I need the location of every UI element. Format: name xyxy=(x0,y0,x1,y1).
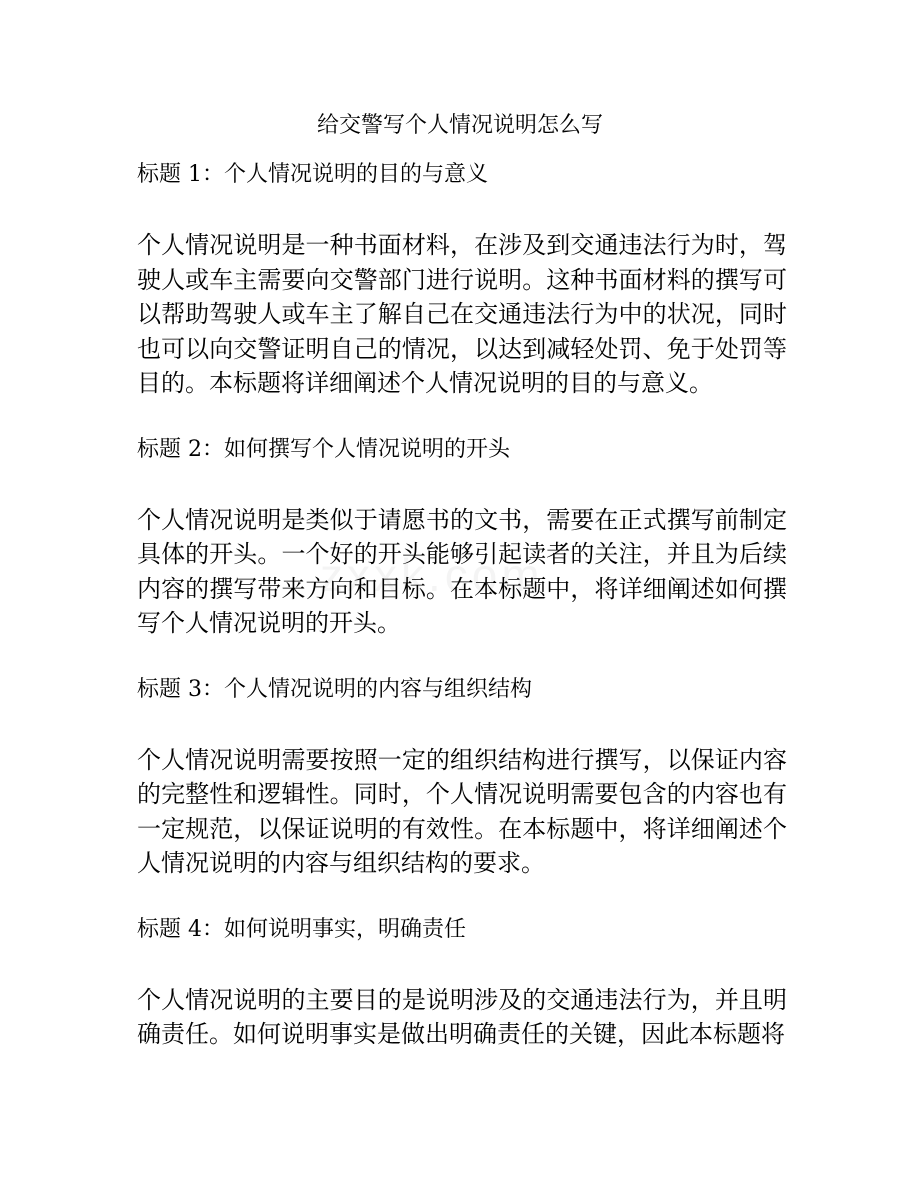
section-paragraph-1: 个人情况说明是一种书面材料，在涉及到交通违法行为时，驾驶人或车主需要向交警部门进行说明。这种书面材料的撰写可以帮助驾驶人或车主了解自己在交通违法行为中的状况，同时也可以向交警证明自己的情况，以达到减轻处罚、免于处罚等目的。本标题将详细阐述个人情况说明的目的与意义。 xyxy=(137,231,787,397)
section-heading-1: 标题 1：个人情况说明的目的与意义 xyxy=(137,162,488,187)
section-heading-4: 标题 4：如何说明事实，明确责任 xyxy=(137,916,466,942)
section-heading-2: 标题 2：如何撰写个人情况说明的开头 xyxy=(137,436,510,462)
document-title: 给交警写个人情况说明怎么写 xyxy=(316,113,603,138)
section-paragraph-4: 个人情况说明的主要目的是说明涉及的交通违法行为，并且明确责任。如何说明事实是做出明确责任的关键，因此本标题将 xyxy=(137,985,787,1048)
section-paragraph-3: 个人情况说明需要按照一定的组织结构进行撰写，以保证内容的完整性和逻辑性。同时，个人情况说明需要包含的内容也有一定规范，以保证说明的有效性。在本标题中，将详细阐述个人情况说明的内容与组织结构的要求。 xyxy=(137,745,787,877)
document-body xyxy=(137,160,787,1052)
section-heading-3: 标题 3：个人情况说明的内容与组织结构 xyxy=(137,676,532,702)
section-paragraph-2: 个人情况说明是类似于请愿书的文书，需要在正式撰写前制定具体的开头。一个好的开头能够引起读者的关注，并且为后续内容的撰写带来方向和目标。在本标题中，将详细阐述如何撰写个人情况说明的开头。 xyxy=(137,505,787,637)
